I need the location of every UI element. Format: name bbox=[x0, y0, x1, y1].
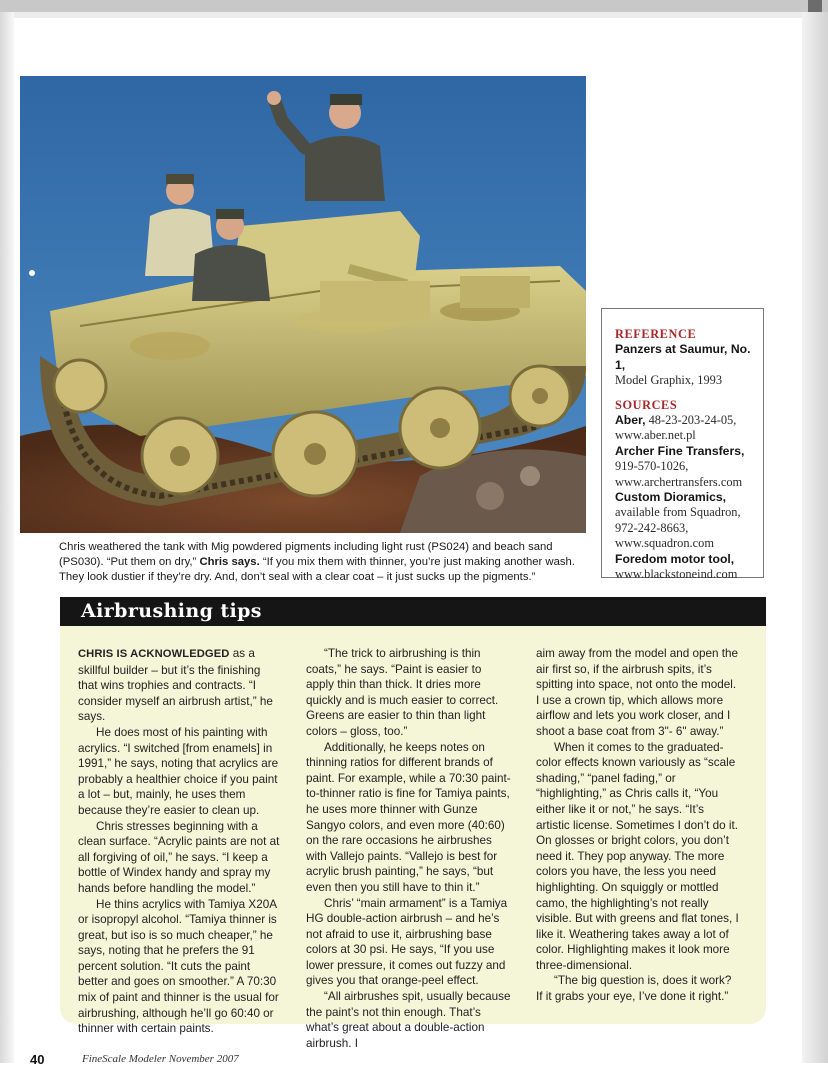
source-line: available from Squadron, bbox=[615, 505, 741, 520]
scan-edge-right bbox=[802, 12, 828, 1063]
scan-edge-left bbox=[0, 12, 14, 1063]
paragraph: “All airbrushes spit, usually because the paint’s not thin enough. That’s what’s great about a double-action airbrush. I bbox=[306, 990, 511, 1050]
caption-speaker: Chris says. bbox=[199, 556, 260, 568]
source-item bbox=[615, 444, 763, 490]
sources-heading: SOURCES bbox=[615, 397, 678, 412]
paragraph: He thins acrylics with Tamiya X20A or isopropyl alcohol. “Tamiya thinner is great, but iso is so much cheaper,” he says, noting that he prefers the 91 percent solution. “It cuts the paint better and goes on smoother.” A 70:30 mix of paint and thinner is the usual for airbrushing, although he’ll go 60:40 or thinner with certain paints. bbox=[78, 897, 279, 1036]
source-line: 919-570-1026, bbox=[615, 459, 689, 474]
caption-text-1: Chris weathered the tank with Mig powdered pigments including light rust (PS024) and beach sand (PS030). “Put them on dry,” bbox=[59, 541, 553, 568]
source-name: Aber, bbox=[615, 413, 646, 428]
paragraph: Chris’ “main armament” is a Tamiya HG double-action airbrush – and he’s not afraid to use it, airbrushing base colors at 30 psi. He says, “If you use lower pressure, it comes out fuzzy and gives you that orange-peel effect. bbox=[306, 896, 508, 988]
paragraph: Additionally, he keeps notes on thinning ratios for different brands of paint. For example, while a 70:30 paint-to-thinner ratio is fine for Tamiya paints, he uses more thinner with Gunze Sangyo colors, and even more (40:60) on the rare occasions he airbrushes with Vallejo paints. “Vallejo is best for acrylic brush painting,” he says, “but even then you still have to thin it.” bbox=[306, 740, 511, 894]
section-title: Airbrushing tips bbox=[81, 600, 262, 622]
article-column-2 bbox=[306, 646, 511, 1051]
paragraph: Chris stresses beginning with a clean surface. “Acrylic paints are not at all forgiving of oil,” he says. “I keep a bottle of Windex handy and spray my hands before handling the model.” bbox=[78, 819, 280, 895]
scan-edge-top-inner bbox=[0, 12, 828, 18]
scan-edge-top bbox=[0, 0, 828, 12]
reference-title: Panzers at Saumur, No. 1, bbox=[615, 342, 751, 372]
reference-heading: REFERENCE bbox=[615, 327, 697, 341]
reference-sources-box bbox=[601, 308, 764, 582]
article-column-3 bbox=[536, 646, 741, 1005]
source-url[interactable]: www.blackstoneind.com bbox=[615, 567, 738, 582]
source-line: 972-242-8663, bbox=[615, 520, 689, 535]
article-column-1 bbox=[78, 646, 283, 1037]
source-item bbox=[615, 413, 763, 444]
paragraph: “The big question is, does it work? If it grabs your eye, I’ve done it right.” bbox=[536, 974, 732, 1004]
caption-text-2: “If you mix them with thinner, you’re just making another wash. They look dustier if they’re dry. And, don’t seal with a clear coat – it just sucks up the pigments.” bbox=[59, 556, 575, 583]
paragraph: When it comes to the graduated-color effects known variously as “scale shading,” “panel fading,” or “highlighting,” as Chris calls it, “You either like it or not,” he says. “It’s artistic license. Sometimes I don’t do it. On glosses or bright colors, you don’t need it. They pop anyway. The more colors you have, the less you need highlighting. On squiggly or mottled camo, the highlighting’s not really visible. But with greens and flat tones, I like it. Weathering takes away a lot of color. Highlighting makes it look more three-dimensional. bbox=[536, 740, 739, 972]
source-name: Custom Dioramics, bbox=[615, 490, 727, 505]
source-line: 48-23-203-24-05, bbox=[645, 413, 737, 428]
scan-corner-mark bbox=[808, 0, 822, 12]
photo-caption bbox=[59, 540, 579, 585]
source-item bbox=[615, 552, 763, 583]
paragraph: CHRIS IS ACKNOWLEDGED as a skillful builder – but it’s the finishing that wins trophies and contracts. “I consider myself an airbrush artist,” he says. bbox=[78, 647, 273, 724]
source-item bbox=[615, 490, 763, 552]
tank-model-photo bbox=[20, 76, 586, 533]
section-header-bar bbox=[60, 597, 766, 626]
paragraph: He does most of his painting with acrylics. “I switched [from enamels] in 1991,” he says, noting that acrylics are probably a healthier choice if you paint a lot – but, mainly, he uses them because they’re easier to clean up. bbox=[78, 725, 279, 817]
source-url[interactable]: www.aber.net.pl bbox=[615, 428, 696, 443]
source-url[interactable]: www.archertransfers.com bbox=[615, 474, 743, 489]
reference-detail: Model Graphix, 1993 bbox=[615, 373, 723, 388]
paragraph: aim away from the model and open the air first so, if the airbrush spits, it’s spitting into space, not onto the model. I use a crown tip, which allows more airflow and lets you work closer, and I shoot a base coat from 3"- 6" away.” bbox=[536, 647, 739, 738]
article-lead: CHRIS IS ACKNOWLEDGED bbox=[78, 648, 230, 660]
page-number: 40 bbox=[30, 1052, 45, 1067]
source-name: Foredom motor tool, bbox=[615, 551, 735, 566]
source-url[interactable]: www.squadron.com bbox=[615, 536, 714, 551]
magazine-footer: FineScale Modeler November 2007 bbox=[82, 1053, 239, 1065]
source-name: Archer Fine Transfers, bbox=[615, 443, 745, 458]
paragraph: “The trick to airbrushing is thin coats,” he says. “Paint is easier to apply thin than thick. It dries more quickly and is much easier to correct. Greens are easier to thin than light colors – gloss, too.” bbox=[306, 647, 499, 738]
